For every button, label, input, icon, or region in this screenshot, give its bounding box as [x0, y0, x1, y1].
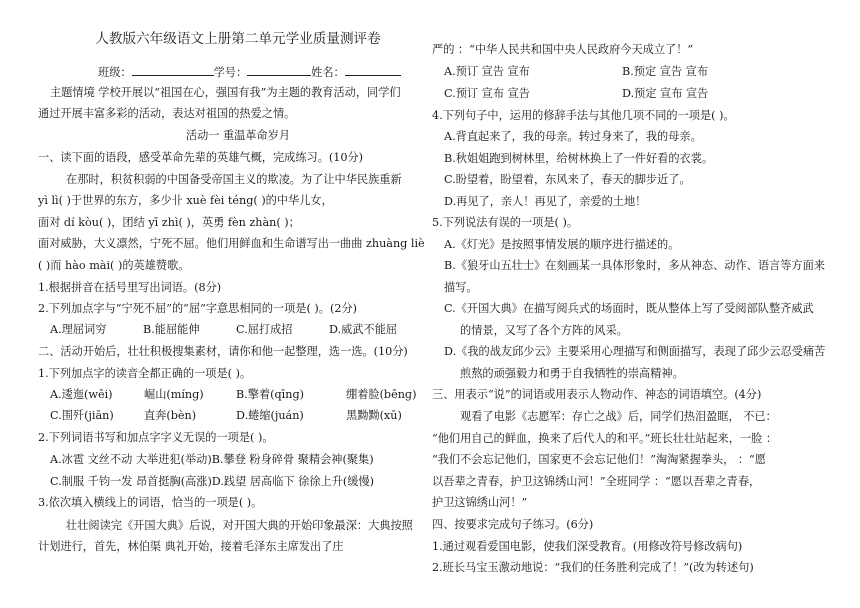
q4-sub2: 2.班长马宝玉激动地说：“我们的任务胜利完成了！”(改为转述句) [432, 561, 754, 574]
class-blank[interactable] [132, 65, 214, 76]
q1-sub2-option-b[interactable]: B.能屈能伸 [143, 323, 200, 336]
q1-passage-line-5: ( )而 hào mài( )的英雄赞歌。 [38, 259, 190, 272]
q2-sub2: 2.下列词语书写和加点字字义无误的一项是( )。 [38, 431, 274, 444]
theme-line-1: 主题情境 学校开展以“祖国在心，强国有我”为主题的教育活动，同学们 [50, 86, 401, 99]
q2-sub4-option-a[interactable]: A.背直起来了，我的母亲。转过身来了，我的母亲。 [444, 130, 702, 143]
q3-line-5: 护卫这锦绣山河！” [432, 496, 528, 509]
q2-sub3-option-b[interactable]: B.预定 宣告 宣布 [622, 65, 709, 78]
q3-heading: 三、用表示“说”的词语或用表示人物动作、神态的词语填空。(4分) [432, 388, 762, 401]
q3-line-1: 观看了电影《志愿军：存亡之战》后，同学们热泪盈眶， 不已： [460, 410, 777, 423]
q1-passage-line-4: 面对威胁，大义凛然，宁死不屈。他们用鲜血和生命谱写出一曲曲 zhuàng liè [38, 237, 425, 250]
q1-passage-line-3: 面对 dí kòu( )，团结 yī zhì( )，英勇 fèn zhàn( )； [38, 216, 300, 229]
q2-sub3-line-3: 严的 ：“中华人民共和国中央人民政府今天成立了！” [432, 43, 694, 56]
q3-line-4: 以吾辈之青春，护卫这锦绣山河！”全班同学 ：“愿以吾辈之青春， [432, 475, 761, 488]
student-info-row [98, 65, 401, 78]
q2-sub1-option-d2: 黑黝黝(xū) [346, 409, 402, 422]
q2-sub4: 4.下列句子中，运用的修辞手法与其他几项不同的一项是( )。 [432, 109, 735, 122]
q2-sub3-line-1: 壮壮阅读完《开国大典》后说，对开国大典的开始印象最深：大典按照 [66, 519, 413, 532]
q2-heading: 二、活动开始后，壮壮积极搜集素材，请你和他一起整理，选一选。(10分) [38, 345, 408, 358]
q2-sub5-option-c-cont: 的情景，又写了各个方阵的风采。 [460, 324, 628, 337]
class-label: 班级： [98, 66, 132, 79]
q2-sub1-option-b[interactable]: B.擎着(qīnɡ) [236, 388, 304, 401]
q2-sub1-option-d[interactable]: D.蜷缩(juán) [236, 409, 304, 422]
q2-sub5-option-d[interactable]: D.《我的战友邱少云》主要采用心理描写和侧面描写，表现了邱少云忍受痛苦 [444, 345, 826, 358]
q1-sub2-option-c[interactable]: C.屈打成招 [236, 323, 293, 336]
q2-sub1-option-a2: 崛山(mínɡ) [144, 388, 204, 401]
q3-line-3: “我们不会忘记他们，国家更不会忘记他们！”淘淘紧握拳头， ：“愿 [432, 453, 766, 466]
q1-sub2: 2.下列加点字与“宁死不屈”的“屈”字意思相同的一项是( )。(2分) [38, 302, 357, 315]
q4-heading: 四、按要求完成句子练习。(6分) [432, 518, 594, 531]
q1-sub2-option-d[interactable]: D.威武不能屈 [329, 323, 398, 336]
activity1-heading: 活动一 重温革命岁月 [185, 129, 291, 142]
q2-sub4-option-d[interactable]: D.再见了，亲人！再见了，亲爱的土地！ [444, 195, 647, 208]
q2-sub5-option-c[interactable]: C.《开国大典》在描写阅兵式的场面时，既从整体上写了受阅部队整齐威武 [444, 302, 814, 315]
q3-line-2: “他们用自己的鲜血，换来了后代人的和平。”班长壮壮站起来，一脸 ： [432, 432, 778, 445]
q4-sub1: 1.通过观看爱国电影，使我们深受教育。(用修改符号修改病句) [432, 540, 743, 553]
q2-sub5-option-b-cont: 描写。 [444, 281, 478, 294]
q2-sub1-option-c[interactable]: C.围歼(jiān) [50, 409, 114, 422]
q1-sub1: 1.根据拼音在括号里写出词语。(8分) [38, 281, 222, 294]
q2-sub5-option-d-cont: 煎熬的顽强毅力和勇于自我牺牲的崇高精神。 [460, 367, 684, 380]
q2-sub1-option-b2: 绷着脸(bēnɡ) [346, 388, 417, 401]
theme-line-2: 通过开展丰富多彩的活动，表达对祖国的热爱之情。 [38, 107, 296, 120]
q2-sub5: 5.下列说法有误的一项是( )。 [432, 216, 579, 229]
q1-heading: 一、读下面的语段，感受革命先辈的英雄气概，完成练习。(10分) [38, 151, 364, 164]
name-label: 姓名： [311, 66, 345, 79]
name-blank[interactable] [345, 65, 401, 76]
q2-sub2-options-ab[interactable]: A.冰雹 文丝不动 大举进犯(举动)B.攀登 粉身碎骨 聚精会神(聚集) [50, 453, 374, 466]
q2-sub4-option-c[interactable]: C.盼望着，盼望着，东风来了，春天的脚步近了。 [444, 173, 691, 186]
q2-sub2-options-cd[interactable]: C.制服 千钧一发 昂首挺胸(高涨)D.践望 居高临下 徐徐上升(缓慢) [50, 475, 375, 488]
q2-sub3-option-a[interactable]: A.预订 宣告 宣布 [444, 65, 530, 78]
q2-sub5-option-a[interactable]: A.《灯光》是按照事情发展的顺序进行描述的。 [444, 238, 680, 251]
q2-sub5-option-b[interactable]: B.《狼牙山五壮士》在刻画某一具体形象时，多从神态、动作、语言等方面来 [444, 259, 825, 272]
q2-sub1-option-a[interactable]: A.逶迤(wēi) [50, 388, 113, 401]
q1-passage-line-2: yì lì( )于世界的东方，多少卝 xuè fèi téng( )的中华儿女， [38, 194, 333, 207]
q2-sub1: 1.下列加点字的读音全都正确的一项是( )。 [38, 367, 252, 380]
q2-sub3: 3.依次填入横线上的词语，恰当的一项是( )。 [38, 496, 263, 509]
q2-sub1-option-c2: 直奔(bèn) [144, 409, 197, 422]
q2-sub3-line-2: 计划进行，首先，林伯渠 典礼开始，接着毛泽东主席发出了庄 [38, 540, 344, 553]
q1-sub2-option-a[interactable]: A.理屈词穷 [50, 323, 107, 336]
q2-sub4-option-b[interactable]: B.秋姐姐跑到树林里，给树林换上了一件好看的衣裳。 [444, 152, 714, 165]
q1-passage-line-1: 在那时，积贫积弱的中国备受帝国主义的欺凌。为了让中华民族重新 [66, 173, 402, 186]
number-label: 学号： [213, 66, 248, 79]
q2-sub3-option-c[interactable]: C.预订 宣布 宣告 [444, 87, 530, 100]
number-blank[interactable] [247, 65, 311, 76]
page-title: 人教版六年级语文上册第二单元学业质量测评卷 [95, 31, 381, 47]
q2-sub3-option-d[interactable]: D.预定 宣布 宣告 [622, 87, 709, 100]
